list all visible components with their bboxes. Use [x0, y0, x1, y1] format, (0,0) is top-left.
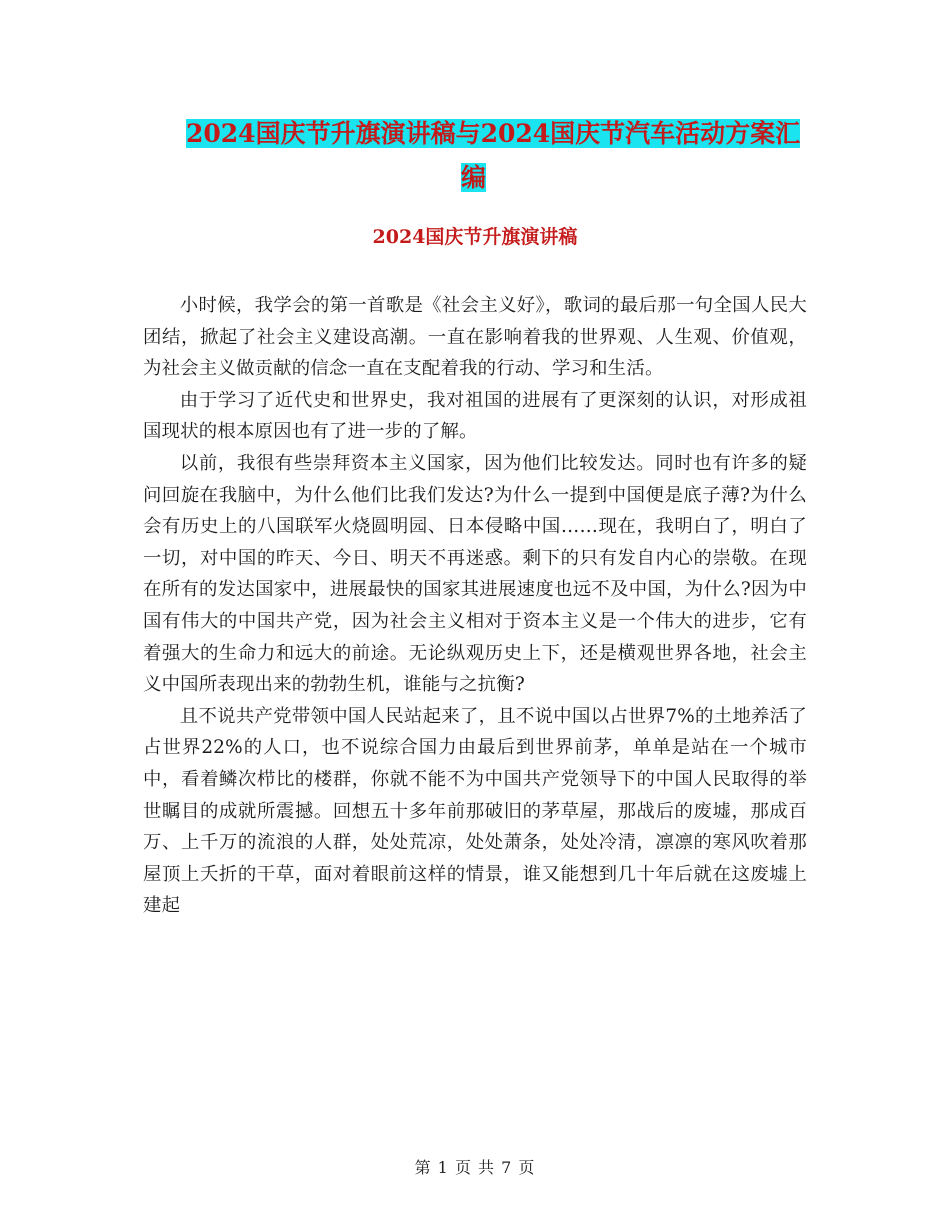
paragraph: 以前，我很有些崇拜资本主义国家，因为他们比较发达。同时也有许多的疑问回旋在我脑中，为什么他们比我们发达?为什么一提到中国便是底子薄?为什么会有历史上的八国联军火烧圆明园、日本侵略中国……现在，我明白了，明白了一切，对中国的昨天、今日、明天不再迷惑。剩下的只有发自内心的崇敬。在现在所有的发达国家中，进展最快的国家其进展速度也远不及中国，为什么?因为中国有伟大的中国共产党，因为社会主义相对于资本主义是一个伟大的进步，它有着强大的生命力和远大的前途。无论纵观历史上下，还是横观世界各地，社会主义中国所表现出来的勃勃生机，谁能与之抗衡?: [143, 452, 807, 696]
page-footer: [0, 1155, 950, 1178]
paragraph: 且不说共产党带领中国人民站起来了，且不说中国以占世界7%的土地养活了占世界22%的人口，也不说综合国力由最后到世界前茅，单单是站在一个城市中，看着鳞次栉比的楼群，你就不能不为中国共产党领导下的中国人民取得的举世瞩目的成就所震撼。回想五十多年前那破旧的茅草屋，那战后的废墟，那成百万、上千万的流浪的人群，处处荒凉，处处萧条，处处冷清，凛凛的寒风吹着那屋顶上夭折的干草，面对着眼前这样的情景，谁又能想到几十年后就在这废墟上建起: [143, 705, 807, 917]
paragraph: 小时候，我学会的第一首歌是《社会主义好》，歌词的最后那一句全国人民大团结，掀起了社会主义建设高潮。一直在影响着我的世界观、人生观、价值观，为社会主义做贡献的信念一直在支配着我的行动、学习和生活。: [143, 295, 807, 380]
section-heading: 2024国庆节升旗演讲稿: [372, 226, 578, 248]
body-text: [143, 290, 807, 922]
paragraph: 由于学习了近代史和世界史，我对祖国的进展有了更深刻的认识，对形成祖国现状的根本原因也有了进一步的了解。: [143, 389, 807, 443]
document-title-line-2: 编: [461, 163, 487, 192]
page-number: 第 1 页 共 7 页: [414, 1158, 536, 1177]
document-title-line-1: 2024国庆节升旗演讲稿与2024国庆节汽车活动方案汇: [186, 119, 801, 148]
document-title: [140, 112, 840, 200]
